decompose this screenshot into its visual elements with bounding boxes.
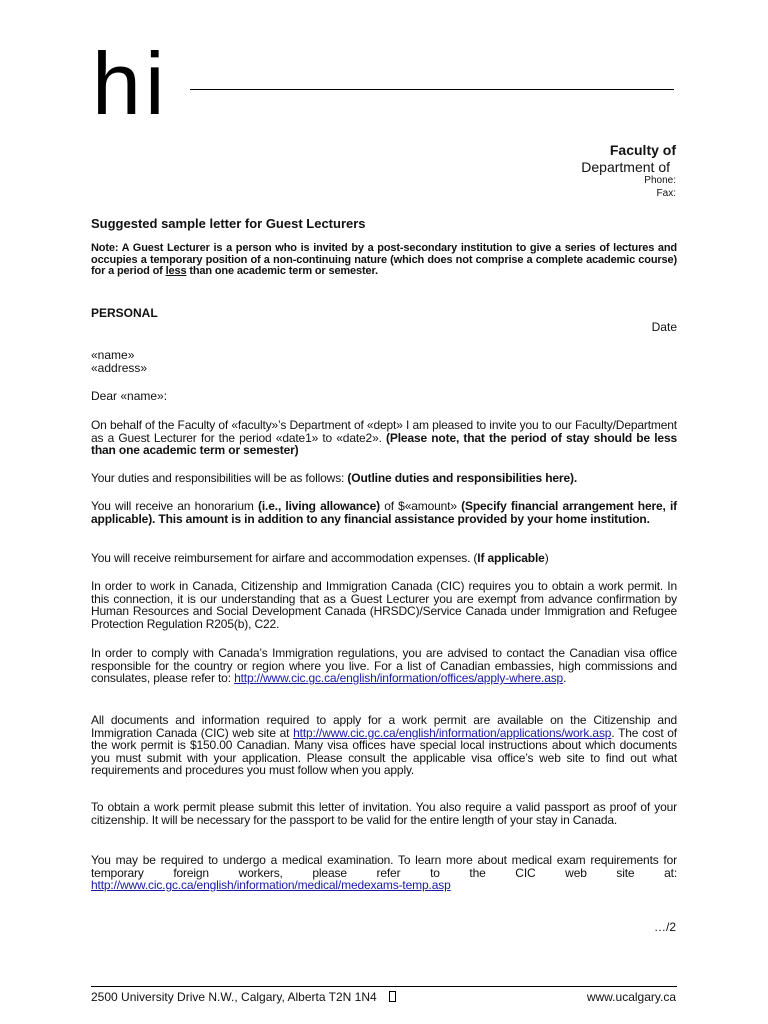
medical-exam-link[interactable]: http://www.cic.gc.ca/english/information/medical/medexams-temp.asp [91,878,451,892]
footer-website: www.ucalgary.ca [586,990,676,1004]
honorarium-paragraph: You will receive an honorarium (i.e., living allowance) of $«amount» (Specify financial arrangement here, if applicable). This amount is in addition to any financial assistance provided by your home institution. [91,499,677,526]
fax-label: Fax: [656,188,676,199]
date-field: Date [651,320,677,334]
invitation-paragraph: On behalf of the Faculty of «faculty»’s Department of «dept» I am pleased to invite you to our Faculty/Department as a Guest Lecturer for the period «date1» to «date2». (Please note, that the period of stay should be less than one academic term or semester) [91,418,677,457]
page-continuation: …/2 [653,920,676,934]
duties-paragraph: Your duties and responsibilities will be as follows: (Outline duties and responsibilities here). [91,471,578,485]
work-permit-link[interactable]: http://www.cic.gc.ca/english/information/applications/work.asp [293,725,612,740]
note-paragraph: Note: A Guest Lecturer is a person who is invited by a post-secondary institution to give a series of lectures and occupies a temporary position of a non-continuing nature (which does not comprise a complete academic course) for a period of less than one academic term or semester. [91,242,677,277]
documents-paragraph: All documents and information required to apply for a work permit are available on the Citizenship and Immigration Canada (CIC) web site at http://www.cic.gc.ca/english/information/applications/work.asp. The cost of the work permit is $150.00 Canadian. Many visa offices have special local instructions about which documents you must submit with your application. Please consult the applicable visa office’s web site to find out what requirements and procedures you must follow when you apply. [91,713,677,777]
immigration-paragraph: In order to comply with Canada’s Immigration regulations, you are advised to contact the Canadian visa office responsible for the country or region where you live. For a list of Canadian embassies, high commissions and consulates, please refer to: http://www.cic.gc.ca/english/information/offices/apply-where.asp. [91,646,677,685]
less-emphasis: less [165,265,187,277]
faculty-heading: Faculty of [609,142,676,158]
work-permit-paragraph: In order to work in Canada, Citizenship and Immigration Canada (CIC) requires you to obtain a work permit. In this connection, it is our understanding that as a Guest Lecturer you are exempt from advance confirmation by Human Resources and Social Development Canada (HRSDC)/Service Canada under Immigration and Refugee Protection Regulation R205(b), C22. [91,579,677,631]
recipient-name: «name» [91,348,135,362]
embassies-link[interactable]: http://www.cic.gc.ca/english/information/offices/apply-where.asp [234,671,564,685]
logo: hi [92,34,169,133]
reimbursement-paragraph: You will receive reimbursement for airfare and accommodation expenses. (If applicable) [91,551,549,565]
passport-paragraph: To obtain a work permit please submit this letter of invitation. You also require a valid passport as proof of your citizenship. It will be necessary for the passport to be valid for the entire length of your stay in Canada. [91,800,677,827]
header-rule [190,89,674,90]
salutation: Dear «name»: [91,389,168,403]
medical-paragraph: You may be required to undergo a medical examination. To learn more about medical exam requirements for temporary foreign workers, please refer to the CIC web site at: http://www.cic.gc.ca/english/information/medical/medexams-temp.asp [91,853,677,892]
letter-title: Suggested sample letter for Guest Lecturers [91,216,366,231]
footer-address: 2500 University Drive N.W., Calgary, Alberta T2N 1N4 [91,990,396,1004]
personal-label: PERSONAL [91,306,158,320]
recipient-address: «address» [91,361,148,375]
square-icon [389,991,396,1002]
department-heading: Department of [581,159,670,175]
footer-rule [91,986,677,987]
phone-label: Phone: [644,175,676,186]
